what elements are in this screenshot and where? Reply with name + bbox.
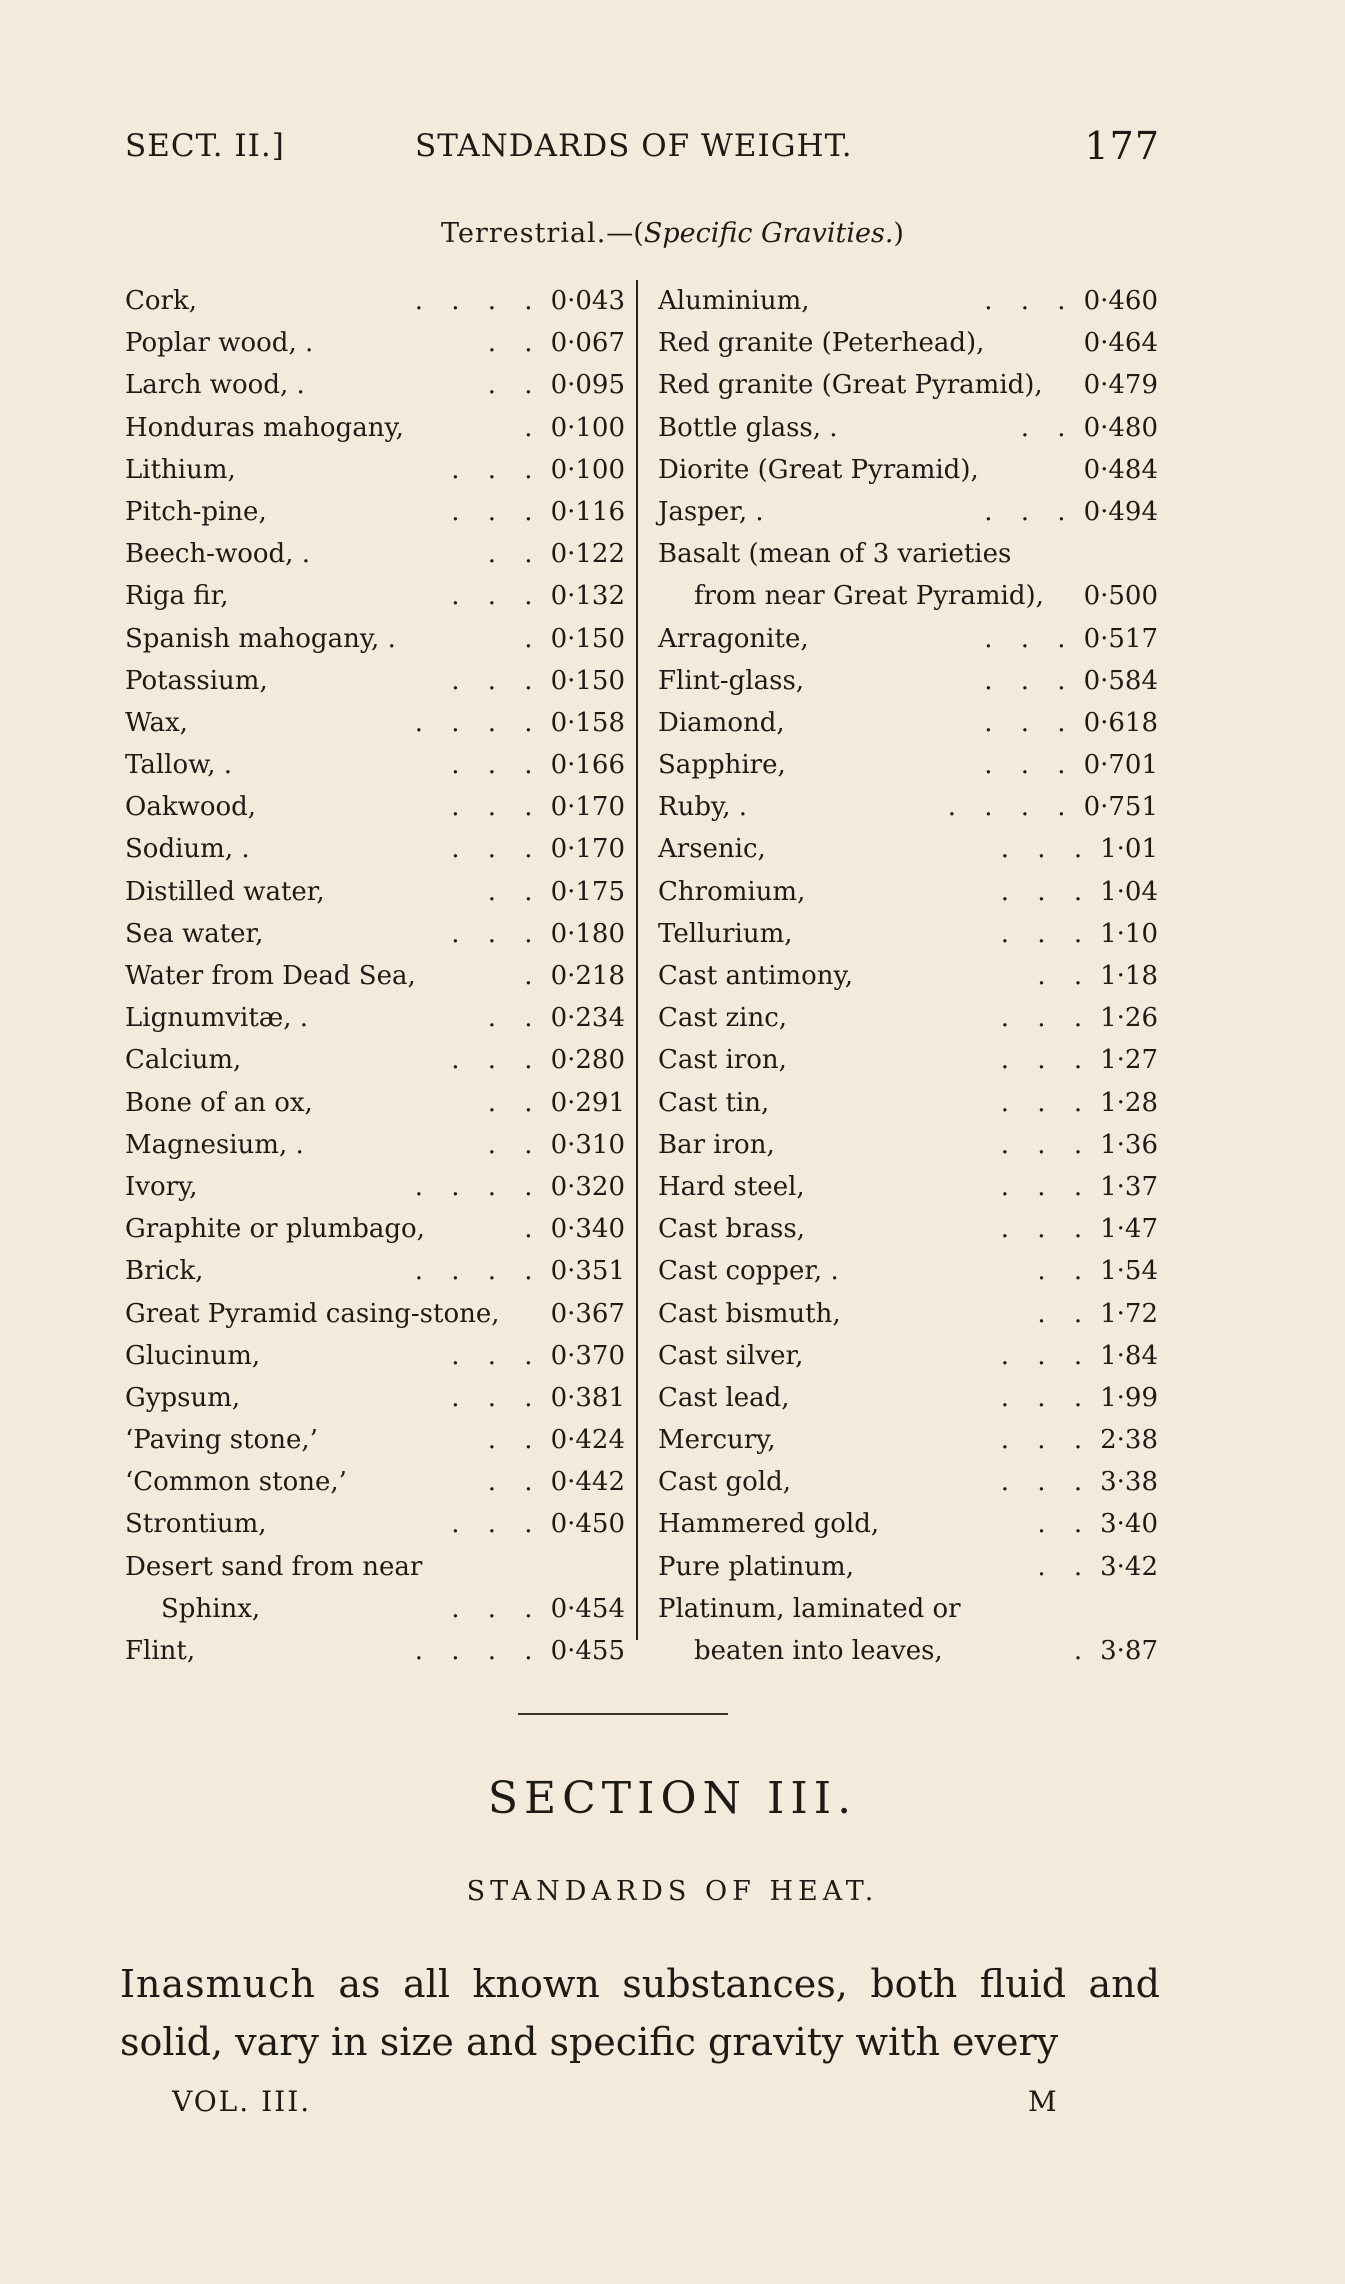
table-row (125, 1039, 625, 1081)
table-row (658, 1419, 1158, 1461)
table-caption-close: ) (893, 218, 904, 249)
table-row (125, 1461, 625, 1503)
specific-gravity-value: 0·494 (1083, 496, 1158, 527)
substance-name: Wax, (125, 707, 188, 738)
specific-gravity-value: 1·01 (1100, 834, 1158, 865)
substance-name: Brick, (125, 1256, 204, 1287)
substance-name: Hammered gold, (658, 1509, 880, 1540)
table-row (125, 744, 625, 786)
specific-gravity-value: 1·99 (1100, 1382, 1158, 1413)
leader-dots: . . . (451, 1382, 543, 1413)
substance-name: Ruby, . (658, 792, 747, 823)
table-row (125, 1419, 625, 1461)
leader-dots: . (1073, 1636, 1093, 1666)
substance-name: Cast tin, (658, 1087, 770, 1118)
table-row (125, 1377, 625, 1419)
substance-name: Flint-glass, (658, 665, 805, 696)
substance-name: Sodium, . (125, 834, 250, 865)
section-title: SECTION III. (487, 1773, 858, 1824)
leader-dots: . . . (451, 792, 543, 823)
substance-name: Gypsum, (125, 1382, 241, 1413)
table-row (658, 449, 1158, 491)
leader-dots: . (524, 961, 543, 991)
table-row (125, 491, 625, 533)
specific-gravity-value: 0·751 (1083, 792, 1158, 823)
substance-name: Cast antimony, (658, 961, 854, 991)
table-row (658, 786, 1158, 828)
table-row (658, 1630, 1158, 1672)
substance-name: Tellurium, (658, 918, 793, 949)
table-row (125, 449, 625, 491)
footer-volume: VOL. III. (172, 2085, 312, 2118)
substance-name: Great Pyramid casing-stone, (125, 1298, 500, 1329)
leader-dots: . . . (451, 918, 543, 949)
table-row (658, 1082, 1158, 1124)
leader-dots: . . . . (414, 1256, 543, 1287)
leader-dots: . . (487, 1425, 543, 1456)
table-caption-label: Terrestrial. (441, 218, 607, 249)
specific-gravity-value: 0·132 (550, 581, 625, 612)
leader-dots: . . . (451, 1509, 543, 1540)
table-row (658, 618, 1158, 660)
substance-name: Poplar wood, . (125, 328, 314, 359)
leader-dots: . . . . (414, 707, 543, 738)
table-row (125, 660, 625, 702)
table-row (125, 1335, 625, 1377)
leader-dots: . . (1037, 961, 1093, 991)
leader-dots: . . (487, 1467, 543, 1498)
leader-dots: . . . (1000, 1129, 1093, 1160)
footer-signature: M (1028, 2085, 1059, 2118)
specific-gravity-value: 0·291 (550, 1087, 625, 1118)
substance-name: Cast iron, (658, 1045, 787, 1076)
table-row (658, 280, 1158, 322)
right-gravity-column (658, 280, 1158, 1672)
paragraph-first-word: Inasmuch (120, 1962, 316, 2006)
substance-name: Chromium, (658, 876, 806, 907)
leader-dots: . . . (451, 1340, 543, 1371)
leader-dots: . . . (1000, 1171, 1093, 1202)
table-row (658, 913, 1158, 955)
column-divider (636, 280, 638, 1640)
leader-dots: . . . (451, 665, 543, 696)
substance-name: Sapphire, (658, 750, 786, 781)
specific-gravity-value: 0·381 (550, 1382, 625, 1413)
section-rule (518, 1713, 728, 1715)
leader-dots: . (524, 412, 543, 443)
leader-dots: . . (487, 1003, 543, 1034)
substance-name: Desert sand from near (125, 1551, 423, 1582)
leader-dots: . . . (1000, 1382, 1093, 1413)
specific-gravity-value: 0·166 (550, 750, 625, 781)
leader-dots: . . . (451, 1593, 543, 1624)
leader-dots: . . . (984, 286, 1076, 316)
leader-dots: . . . (984, 750, 1076, 781)
specific-gravity-value: 0·340 (550, 1214, 625, 1245)
table-row (125, 322, 625, 364)
substance-name: Cast bismuth, (658, 1298, 841, 1329)
leader-dots: . . (487, 539, 543, 570)
specific-gravity-value: 0·100 (550, 412, 625, 443)
table-row (658, 1166, 1158, 1208)
specific-gravity-value: 1·37 (1100, 1171, 1158, 1202)
table-row (658, 744, 1158, 786)
leader-dots: . . . (984, 707, 1076, 738)
table-row (658, 1546, 1158, 1588)
specific-gravity-value: 1·36 (1100, 1129, 1158, 1160)
leader-dots: . . . (1000, 1045, 1093, 1076)
leader-dots: . (524, 1214, 543, 1245)
specific-gravity-value: 0·442 (550, 1467, 625, 1498)
specific-gravity-value: 0·454 (550, 1593, 625, 1624)
specific-gravity-value: 0·320 (550, 1171, 625, 1202)
leader-dots: . . (1037, 1551, 1093, 1582)
substance-name: Sea water, (125, 918, 264, 949)
leader-dots: . . . (1000, 834, 1093, 865)
specific-gravity-value: 3·38 (1100, 1467, 1158, 1498)
substance-name: Red granite (Peterhead), (658, 328, 985, 359)
substance-name: Distilled water, (125, 876, 325, 907)
specific-gravity-value: 0·500 (1083, 581, 1158, 612)
leader-dots: . . . (451, 834, 543, 865)
table-row (125, 955, 625, 997)
substance-name: beaten into leaves, (694, 1636, 943, 1666)
specific-gravity-value: 0·367 (550, 1298, 625, 1329)
specific-gravity-value: 0·234 (550, 1003, 625, 1034)
substance-name: Cast gold, (658, 1467, 791, 1498)
leader-dots: . . (487, 1087, 543, 1118)
substance-name: Cast lead, (658, 1382, 790, 1413)
substance-name: Oakwood, (125, 792, 257, 823)
table-row (658, 1461, 1158, 1503)
table-row (658, 407, 1158, 449)
substance-name: Pure platinum, (658, 1551, 854, 1582)
substance-name: Bar iron, (658, 1129, 775, 1160)
specific-gravity-value: 0·701 (1083, 750, 1158, 781)
table-row (125, 1293, 625, 1335)
substance-name: Cast silver, (658, 1340, 804, 1371)
leader-dots: . . . (984, 496, 1076, 527)
table-row (658, 1588, 1158, 1630)
substance-name: Jasper, . (658, 496, 764, 527)
leader-dots: . . (1037, 1256, 1093, 1287)
substance-name: Aluminium, (658, 286, 810, 316)
specific-gravity-value: 1·04 (1100, 876, 1158, 907)
leader-dots: . . . (1000, 1340, 1093, 1371)
leader-dots: . . . (451, 454, 543, 485)
specific-gravity-value: 0·464 (1083, 328, 1158, 359)
substance-name: Basalt (mean of 3 varieties (658, 539, 1012, 570)
section-marker: SECT. II.] (125, 128, 285, 164)
specific-gravity-value: 0·067 (550, 328, 625, 359)
table-row (658, 533, 1158, 575)
substance-name: Arragonite, (658, 623, 809, 654)
specific-gravity-value: 0·479 (1083, 370, 1158, 401)
leader-dots: . . (487, 370, 543, 401)
substance-name: Tallow, . (125, 750, 233, 781)
table-row (658, 1377, 1158, 1419)
substance-name: Larch wood, . (125, 370, 305, 401)
specific-gravity-value: 0·150 (550, 665, 625, 696)
substance-name: Bottle glass, . (658, 412, 838, 443)
table-row (658, 1250, 1158, 1292)
substance-name: Glucinum, (125, 1340, 261, 1371)
leader-dots: . . . (1000, 1214, 1093, 1245)
substance-name: Arsenic, (658, 834, 766, 865)
table-row (125, 828, 625, 870)
table-row (658, 364, 1158, 406)
substance-name: Cast brass, (658, 1214, 805, 1245)
leader-dots: . . . (1000, 876, 1093, 907)
specific-gravity-value: 1·10 (1100, 918, 1158, 949)
substance-name: Strontium, (125, 1509, 267, 1540)
leader-dots: . . . (1000, 1003, 1093, 1034)
substance-name: Mercury, (658, 1425, 776, 1456)
section-subtitle: STANDARDS OF HEAT. (466, 1876, 879, 1907)
specific-gravity-value: 0·100 (550, 454, 625, 485)
table-caption-italic: Specific Gravities. (643, 218, 894, 249)
table-row (658, 322, 1158, 364)
specific-gravity-value: 0·180 (550, 918, 625, 949)
leader-dots: . . (1037, 1509, 1093, 1540)
leader-dots: . . . (451, 1045, 543, 1076)
table-row (125, 1630, 625, 1672)
table-row (125, 1250, 625, 1292)
table-row (125, 575, 625, 617)
leader-dots: . . (487, 328, 543, 359)
specific-gravity-value: 3·87 (1100, 1636, 1158, 1666)
table-row (658, 1293, 1158, 1335)
substance-name: Graphite or plumbago, (125, 1214, 425, 1245)
leader-dots: . . . (451, 750, 543, 781)
table-row (125, 407, 625, 449)
specific-gravity-value: 0·170 (550, 834, 625, 865)
table-row (125, 618, 625, 660)
specific-gravity-value: 0·043 (550, 286, 625, 316)
specific-gravity-value: 0·351 (550, 1256, 625, 1287)
leader-dots: . . . (1000, 918, 1093, 949)
specific-gravity-value: 1·54 (1100, 1256, 1158, 1287)
table-row (658, 660, 1158, 702)
substance-name: Bone of an ox, (125, 1087, 313, 1118)
substance-name: Potassium, (125, 665, 268, 696)
table-row (658, 1039, 1158, 1081)
specific-gravity-value: 3·40 (1100, 1509, 1158, 1540)
specific-gravity-value: 2·38 (1100, 1425, 1158, 1456)
leader-dots: . . . . (947, 792, 1076, 823)
specific-gravity-value: 0·158 (550, 707, 625, 738)
specific-gravity-value: 0·618 (1083, 707, 1158, 738)
specific-gravity-value: 0·480 (1083, 412, 1158, 443)
specific-gravity-value: 0·122 (550, 539, 625, 570)
table-row (125, 1546, 625, 1588)
substance-name: Platinum, laminated or (658, 1593, 961, 1624)
substance-name: Lignumvitæ, . (125, 1003, 309, 1034)
paragraph-text: as all known substances, both fluid and solid, vary in size and specific gravity with every (120, 1962, 1160, 2064)
specific-gravity-value: 3·42 (1100, 1551, 1158, 1582)
leader-dots: . . . . (414, 1636, 543, 1666)
table-row (658, 828, 1158, 870)
specific-gravity-value: 0·280 (550, 1045, 625, 1076)
table-row (658, 575, 1158, 617)
table-row (125, 364, 625, 406)
substance-name: Pitch-pine, (125, 496, 267, 527)
specific-gravity-value: 1·84 (1100, 1340, 1158, 1371)
specific-gravity-value: 1·27 (1100, 1045, 1158, 1076)
substance-name: Diorite (Great Pyramid), (658, 454, 979, 485)
specific-gravity-value: 0·584 (1083, 665, 1158, 696)
table-row (658, 871, 1158, 913)
leader-dots: . . . . (414, 286, 543, 316)
specific-gravity-value: 0·424 (550, 1425, 625, 1456)
substance-name: Sphinx, (161, 1593, 261, 1624)
leader-dots: . . . (1000, 1425, 1093, 1456)
substance-name: Riga fir, (125, 581, 229, 612)
specific-gravity-value: 0·150 (550, 623, 625, 654)
specific-gravity-value: 1·72 (1100, 1298, 1158, 1329)
leader-dots: . (524, 623, 543, 654)
specific-gravity-value: 0·218 (550, 961, 625, 991)
substance-name: Calcium, (125, 1045, 242, 1076)
leader-dots: . . . (451, 496, 543, 527)
left-gravity-column (125, 280, 625, 1672)
specific-gravity-value: 0·175 (550, 876, 625, 907)
substance-name: Honduras mahogany, (125, 412, 404, 443)
substance-name: Diamond, (658, 707, 785, 738)
leader-dots: . . . . (414, 1171, 543, 1202)
substance-name: Cork, (125, 286, 197, 316)
table-row (125, 533, 625, 575)
table-row (658, 955, 1158, 997)
substance-name: from near Great Pyramid), (694, 581, 1044, 612)
table-row (125, 871, 625, 913)
specific-gravity-value: 1·28 (1100, 1087, 1158, 1118)
substance-name: Cast zinc, (658, 1003, 788, 1034)
table-row (125, 1124, 625, 1166)
substance-name: ‘Common stone,’ (125, 1467, 347, 1498)
substance-name: Ivory, (125, 1171, 198, 1202)
substance-name: Hard steel, (658, 1171, 805, 1202)
substance-name: Lithium, (125, 454, 236, 485)
table-row (125, 280, 625, 322)
leader-dots: . . . (984, 665, 1076, 696)
table-row (125, 1082, 625, 1124)
substance-name: Beech-wood, . (125, 539, 310, 570)
substance-name: Flint, (125, 1636, 196, 1666)
specific-gravity-value: 0·484 (1083, 454, 1158, 485)
running-title: STANDARDS OF WEIGHT. (415, 128, 853, 164)
specific-gravity-value: 0·460 (1083, 286, 1158, 316)
specific-gravity-value: 0·116 (550, 496, 625, 527)
specific-gravity-value: 1·47 (1100, 1214, 1158, 1245)
page-number: 177 (1084, 124, 1160, 168)
table-row (125, 786, 625, 828)
leader-dots: . . . (1000, 1467, 1093, 1498)
specific-gravity-value: 0·450 (550, 1509, 625, 1540)
table-row (658, 997, 1158, 1039)
table-row (125, 913, 625, 955)
substance-name: Spanish mahogany, . (125, 623, 396, 654)
leader-dots: . . (1037, 1298, 1093, 1329)
table-row (125, 1588, 625, 1630)
body-paragraph (120, 1955, 1160, 2071)
table-row (125, 1166, 625, 1208)
specific-gravity-value: 0·455 (550, 1636, 625, 1666)
specific-gravity-value: 0·095 (550, 370, 625, 401)
table-row (125, 1503, 625, 1545)
substance-name: ‘Paving stone,’ (125, 1425, 318, 1456)
leader-dots: . . . (451, 581, 543, 612)
table-row (658, 1503, 1158, 1545)
specific-gravity-value: 0·170 (550, 792, 625, 823)
table-caption (0, 218, 1345, 249)
leader-dots: . . (1020, 412, 1076, 443)
table-row (125, 702, 625, 744)
substance-name: Red granite (Great Pyramid), (658, 370, 1043, 401)
specific-gravity-value: 0·370 (550, 1340, 625, 1371)
table-row (658, 1208, 1158, 1250)
substance-name: Cast copper, . (658, 1256, 839, 1287)
specific-gravity-value: 0·310 (550, 1129, 625, 1160)
substance-name: Water from Dead Sea, (125, 961, 416, 991)
specific-gravity-value: 1·26 (1100, 1003, 1158, 1034)
table-row (125, 997, 625, 1039)
specific-gravity-value: 1·18 (1100, 961, 1158, 991)
leader-dots: . . (487, 1129, 543, 1160)
table-row (658, 702, 1158, 744)
specific-gravity-value: 0·517 (1083, 623, 1158, 654)
leader-dots: . . . (984, 623, 1076, 654)
table-caption-dash: —( (606, 218, 644, 249)
table-row (125, 1208, 625, 1250)
table-row (658, 1335, 1158, 1377)
table-row (658, 491, 1158, 533)
running-head (125, 124, 1160, 178)
leader-dots: . . (487, 876, 543, 907)
leader-dots: . . . (1000, 1087, 1093, 1118)
substance-name: Magnesium, . (125, 1129, 304, 1160)
table-row (658, 1124, 1158, 1166)
